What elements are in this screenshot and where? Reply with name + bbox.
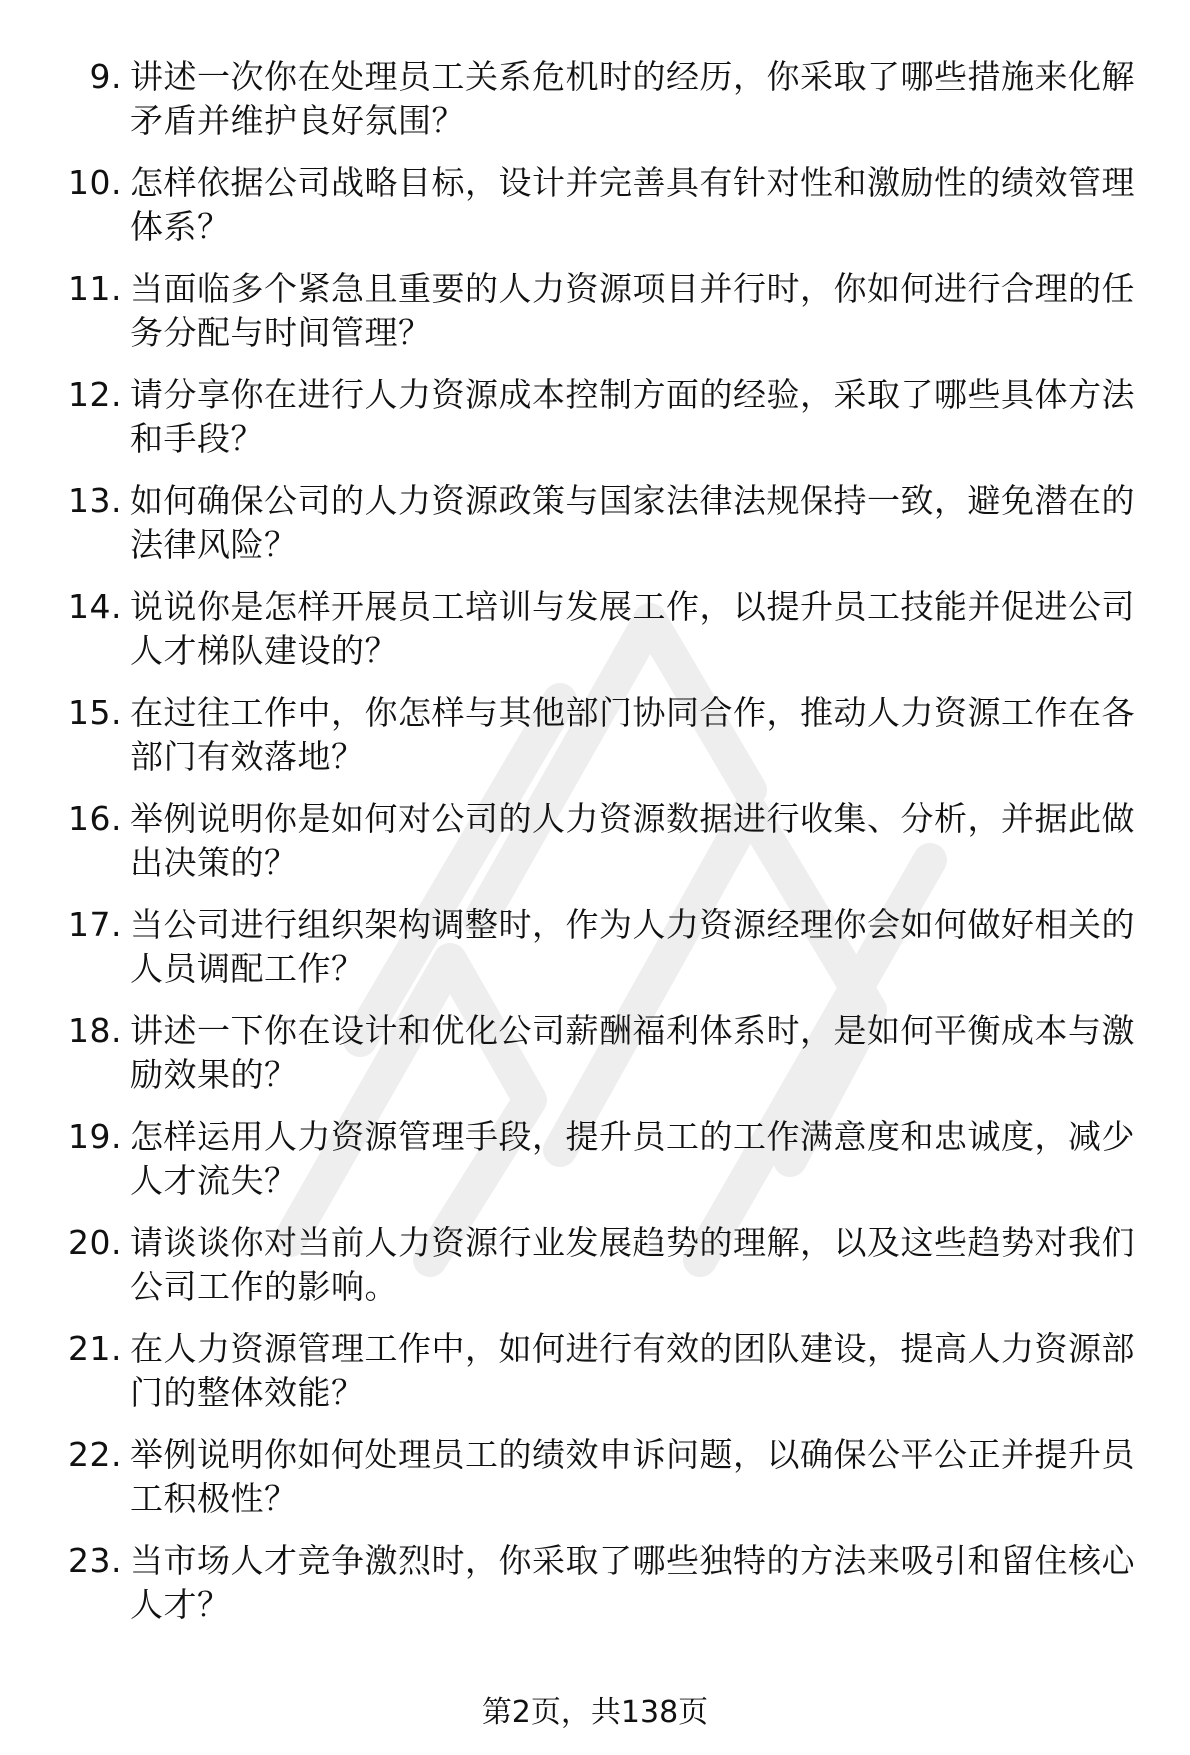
- question-number: 11.: [68, 269, 122, 308]
- question-item-14: [62, 585, 1152, 673]
- question-number: 16.: [68, 799, 122, 838]
- question-number: 12.: [68, 375, 122, 414]
- question-text: 请谈谈你对当前人力资源行业发展趋势的理解，以及这些趋势对我们公司工作的影响。: [130, 1223, 1135, 1306]
- question-item-18: [62, 1009, 1152, 1097]
- question-number: 20.: [68, 1223, 122, 1262]
- question-text: 怎样运用人力资源管理手段，提升员工的工作满意度和忠诚度，减少人才流失？: [130, 1117, 1135, 1200]
- question-text: 当市场人才竞争激烈时，你采取了哪些独特的方法来吸引和留住核心人才？: [130, 1541, 1135, 1624]
- question-item-15: [62, 691, 1152, 779]
- question-text: 举例说明你如何处理员工的绩效申诉问题，以确保公平公正并提升员工积极性？: [130, 1435, 1135, 1518]
- page-number-footer: 第2页，共138页: [481, 1695, 709, 1730]
- question-item-21: [62, 1327, 1152, 1415]
- question-item-10: [62, 161, 1152, 249]
- question-text: 当公司进行组织架构调整时，作为人力资源经理你会如何做好相关的人员调配工作？: [130, 905, 1135, 988]
- question-list: [62, 55, 1152, 1645]
- question-text: 怎样依据公司战略目标，设计并完善具有针对性和激励性的绩效管理体系？: [130, 163, 1135, 246]
- question-item-13: [62, 479, 1152, 567]
- question-text: 在过往工作中，你怎样与其他部门协同合作，推动人力资源工作在各部门有效落地？: [130, 693, 1135, 776]
- question-number: 10.: [68, 163, 122, 202]
- question-text: 讲述一次你在处理员工关系危机时的经历，你采取了哪些措施来化解矛盾并维护良好氛围？: [130, 57, 1135, 140]
- question-text: 如何确保公司的人力资源政策与国家法律法规保持一致，避免潜在的法律风险？: [130, 481, 1135, 564]
- question-text: 请分享你在进行人力资源成本控制方面的经验，采取了哪些具体方法和手段？: [130, 375, 1135, 458]
- question-number: 21.: [68, 1329, 122, 1368]
- question-number: 22.: [68, 1435, 122, 1474]
- question-text: 当面临多个紧急且重要的人力资源项目并行时，你如何进行合理的任务分配与时间管理？: [130, 269, 1135, 352]
- question-number: 14.: [68, 587, 122, 626]
- question-item-11: [62, 267, 1152, 355]
- question-item-17: [62, 903, 1152, 991]
- question-item-9: [62, 55, 1152, 143]
- question-number: 9.: [89, 57, 122, 96]
- question-number: 23.: [68, 1541, 122, 1580]
- question-text: 在人力资源管理工作中，如何进行有效的团队建设，提高人力资源部门的整体效能？: [130, 1329, 1135, 1412]
- question-text: 说说你是怎样开展员工培训与发展工作，以提升员工技能并促进公司人才梯队建设的？: [130, 587, 1135, 670]
- question-number: 17.: [68, 905, 122, 944]
- question-item-12: [62, 373, 1152, 461]
- question-item-19: [62, 1115, 1152, 1203]
- question-number: 13.: [68, 481, 122, 520]
- question-number: 15.: [68, 693, 122, 732]
- question-number: 18.: [68, 1011, 122, 1050]
- question-number: 19.: [68, 1117, 122, 1156]
- question-item-20: [62, 1221, 1152, 1309]
- question-text: 讲述一下你在设计和优化公司薪酬福利体系时，是如何平衡成本与激励效果的？: [130, 1011, 1135, 1094]
- question-item-22: [62, 1433, 1152, 1521]
- question-item-23: [62, 1539, 1152, 1627]
- question-text: 举例说明你是如何对公司的人力资源数据进行收集、分析，并据此做出决策的？: [130, 799, 1135, 882]
- question-item-16: [62, 797, 1152, 885]
